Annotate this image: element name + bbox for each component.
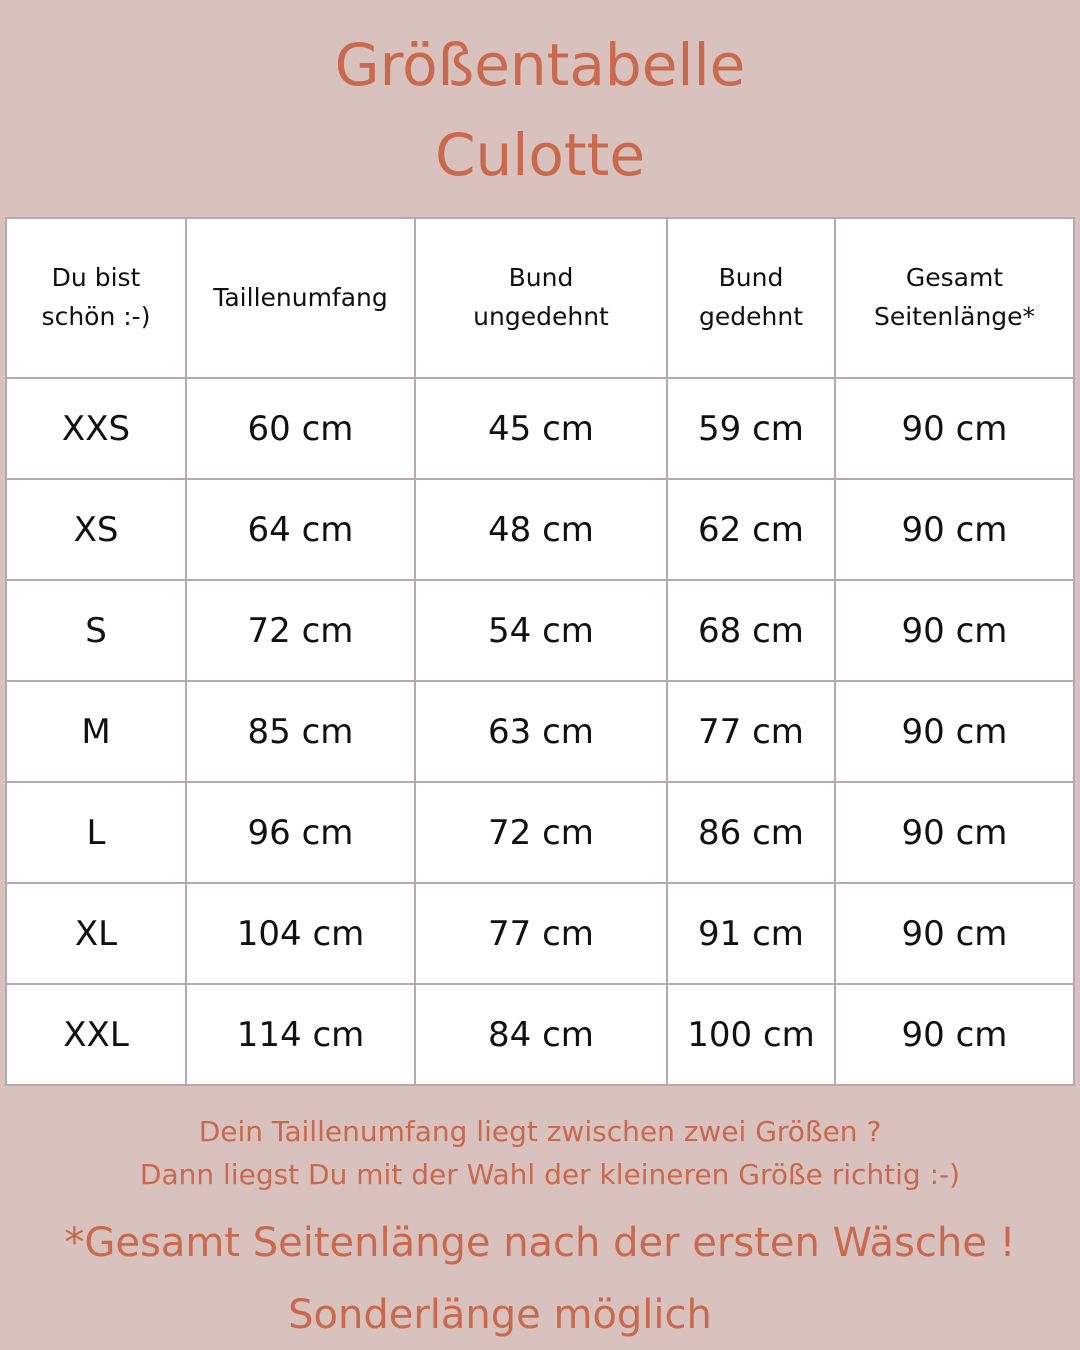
size-hint-line2: Dann liegst Du mit der Wahl der kleineren Größe richtig :-) — [139, 1158, 961, 1191]
table-row — [6, 782, 1074, 883]
side-length-cell: 90 cm — [835, 479, 1074, 580]
header-size — [6, 218, 186, 378]
size-cell: XXL — [6, 984, 186, 1085]
side-length-cell: 90 cm — [835, 681, 1074, 782]
waistband-unstretched-cell: 63 cm — [415, 681, 667, 782]
side-length-cell: 90 cm — [835, 782, 1074, 883]
size-table — [5, 217, 1075, 1086]
header-waistband-stretched-line1: Bund — [718, 263, 784, 293]
side-length-cell: 90 cm — [835, 378, 1074, 479]
page-subtitle: Culotte — [434, 121, 646, 189]
size-hint-line1: Dein Taillenumfang liegt zwischen zwei Größen ? — [198, 1115, 882, 1148]
header-waistband-unstretched — [415, 218, 667, 378]
header-size-line2: schön :-) — [41, 302, 151, 331]
size-cell: XXS — [6, 378, 186, 479]
side-length-footnote: *Gesamt Seitenlänge nach der ersten Wäsche ! — [64, 1220, 1016, 1266]
waistband-stretched-cell: 100 cm — [667, 984, 835, 1085]
header-side-length — [835, 218, 1074, 378]
header-side-length-line1: Gesamt — [905, 263, 1004, 293]
table-row — [6, 479, 1074, 580]
size-cell: XS — [6, 479, 186, 580]
header-waistband-stretched — [667, 218, 835, 378]
waist-cell: 60 cm — [186, 378, 415, 479]
waistband-stretched-cell: 86 cm — [667, 782, 835, 883]
side-length-cell: 90 cm — [835, 580, 1074, 681]
waistband-stretched-cell: 68 cm — [667, 580, 835, 681]
waistband-stretched-cell: 62 cm — [667, 479, 835, 580]
waist-cell: 64 cm — [186, 479, 415, 580]
table-row — [6, 984, 1074, 1085]
header-side-length-line2: Seitenlänge* — [873, 302, 1036, 331]
custom-length-note: Sonderlänge möglich — [288, 1292, 712, 1338]
waistband-unstretched-cell: 48 cm — [415, 479, 667, 580]
waist-cell: 96 cm — [186, 782, 415, 883]
page-title: Größentabelle — [334, 31, 746, 99]
header-waist — [186, 218, 415, 378]
waist-cell: 114 cm — [186, 984, 415, 1085]
header-waistband-unstretched-line1: Bund — [508, 263, 574, 293]
waist-cell: 85 cm — [186, 681, 415, 782]
table-header-row — [6, 218, 1074, 378]
side-length-cell: 90 cm — [835, 883, 1074, 984]
waistband-stretched-cell: 77 cm — [667, 681, 835, 782]
waistband-unstretched-cell: 77 cm — [415, 883, 667, 984]
size-cell: XL — [6, 883, 186, 984]
side-length-cell: 90 cm — [835, 984, 1074, 1085]
table-row — [6, 378, 1074, 479]
waist-cell: 72 cm — [186, 580, 415, 681]
header-waist-label: Taillenumfang — [213, 282, 388, 312]
table-row — [6, 681, 1074, 782]
table-row — [6, 883, 1074, 984]
size-cell: S — [6, 580, 186, 681]
waistband-stretched-cell: 59 cm — [667, 378, 835, 479]
waistband-unstretched-cell: 84 cm — [415, 984, 667, 1085]
waistband-unstretched-cell: 72 cm — [415, 782, 667, 883]
table-row — [6, 580, 1074, 681]
waistband-unstretched-cell: 54 cm — [415, 580, 667, 681]
header-size-line1: Du bist — [51, 263, 141, 293]
size-cell: M — [6, 681, 186, 782]
header-waistband-stretched-line2: gedehnt — [699, 302, 803, 331]
size-cell: L — [6, 782, 186, 883]
waistband-unstretched-cell: 45 cm — [415, 378, 667, 479]
header-waistband-unstretched-line2: ungedehnt — [473, 302, 609, 331]
waist-cell: 104 cm — [186, 883, 415, 984]
waistband-stretched-cell: 91 cm — [667, 883, 835, 984]
